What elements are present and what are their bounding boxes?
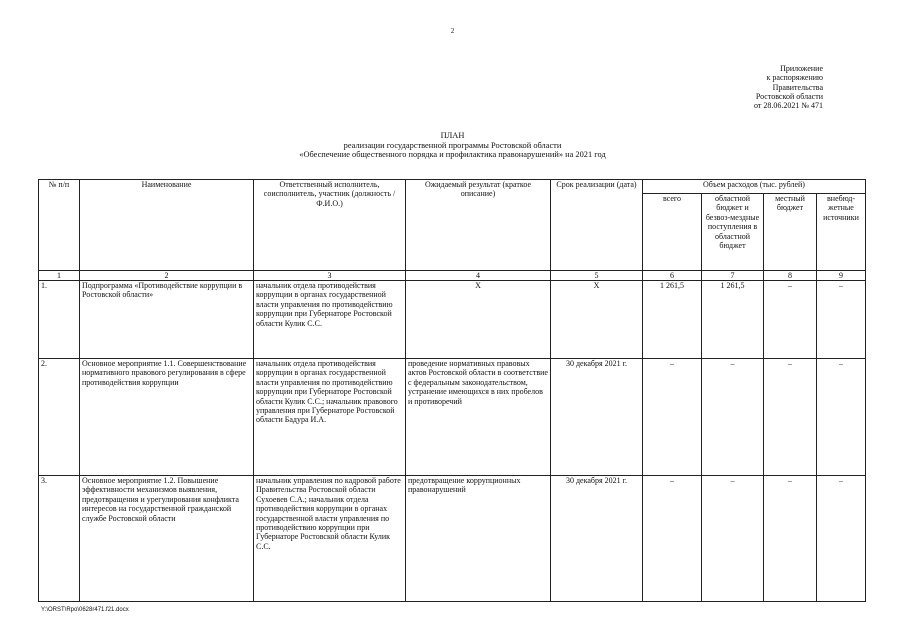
table-row xyxy=(39,359,866,476)
header-term: Срок реализации (дата) xyxy=(551,180,643,271)
header-executor: Ответственный исполнитель, соисполнитель, участник (должность / Ф.И.О.) xyxy=(254,180,406,271)
row-local: – xyxy=(764,359,817,476)
row-regional: – xyxy=(702,359,764,476)
column-number: 8 xyxy=(764,271,817,281)
row-term: 30 декабря 2021 г. xyxy=(551,359,643,476)
appendix-line: Ростовской области xyxy=(755,91,823,101)
document-title xyxy=(0,131,905,160)
column-number: 5 xyxy=(551,271,643,281)
row-name: Основное мероприятие 1.2. Повышение эффективности механизмов выявления, предотвращения и урегулирования конфликта интересов на государственной гражданской службе Ростовской области xyxy=(80,476,254,602)
table-row xyxy=(39,281,866,359)
page-number: 2 xyxy=(450,27,455,35)
row-term: Х xyxy=(551,281,643,359)
column-number: 1 xyxy=(39,271,80,281)
appendix-line: Правительства xyxy=(772,82,823,92)
row-local: – xyxy=(764,281,817,359)
row-regional: 1 261,5 xyxy=(702,281,764,359)
header-row xyxy=(39,180,866,194)
title-line: ПЛАН xyxy=(440,131,465,140)
column-number: 3 xyxy=(254,271,406,281)
row-offbudget: – xyxy=(817,281,866,359)
plan-table xyxy=(38,179,866,602)
row-result: Х xyxy=(406,281,551,359)
column-number: 7 xyxy=(702,271,764,281)
header-offbudget: внебюд-жетные источники xyxy=(817,194,866,271)
header-total: всего xyxy=(643,194,702,271)
row-executor: начальник отдела противодействия коррупции в органах государственной власти управления по противодействию коррупции при Губернаторе Ростовской области Кулик С.С. xyxy=(254,281,406,359)
header-regional: областной бюджет и безвоз-мездные поступления в областной бюджет xyxy=(702,194,764,271)
row-num: 2. xyxy=(39,359,80,476)
row-offbudget: – xyxy=(817,476,866,602)
row-executor: начальник управления по кадровой работе Правительства Ростовской области Сухоевев С.А.; начальник отдела противодействия коррупции в органах государственной власти управления по противодействию коррупции при Губернаторе Ростовской области Кулик С.С. xyxy=(254,476,406,602)
appendix-line: Приложение xyxy=(780,64,823,73)
header-expenses: Объем расходов (тыс. рублей) xyxy=(643,180,866,194)
row-total: – xyxy=(643,476,702,602)
row-term: 30 декабря 2021 г. xyxy=(551,476,643,602)
column-number: 2 xyxy=(80,271,254,281)
header-result: Ожидаемый результат (краткое описание) xyxy=(406,180,551,271)
column-number: 4 xyxy=(406,271,551,281)
header-local: местный бюджет xyxy=(764,194,817,271)
row-regional: – xyxy=(702,476,764,602)
row-executor: начальник отдела противодействия коррупции в органах государственной власти управления по противодействию коррупции при Губернаторе Ростовской области Кулик С.С.; начальник правового управления при Губернаторе Ростовской области Бадура И.А. xyxy=(254,359,406,476)
header-name: Наименование xyxy=(80,180,254,271)
header-num: № п/п xyxy=(39,180,80,271)
row-total: 1 261,5 xyxy=(643,281,702,359)
row-result: проведение нормативных правовых актов Ростовской области в соответствие с федеральным законодательством, устранение имеющихся в них пробелов и противоречий xyxy=(406,359,551,476)
table-row xyxy=(39,476,866,602)
title-line: реализации государственной программы Ростовской области xyxy=(343,140,562,150)
column-number: 9 xyxy=(817,271,866,281)
file-path-footer: Y:\ORST\Rpo\0628r471.f21.docx xyxy=(41,607,129,613)
row-name: Основное мероприятие 1.1. Совершенствование нормативного правового регулирования в сфере противодействия коррупции xyxy=(80,359,254,476)
row-total: – xyxy=(643,359,702,476)
column-number-row xyxy=(39,271,866,281)
row-name: Подпрограмма «Противодействие коррупции в Ростовской области» xyxy=(80,281,254,359)
row-num: 3. xyxy=(39,476,80,602)
appendix-line: от 28.06.2021 № 471 xyxy=(753,101,823,111)
appendix-block xyxy=(673,64,823,110)
row-num: 1. xyxy=(39,281,80,359)
column-number: 6 xyxy=(643,271,702,281)
row-result: предотвращение коррупционных правонарушений xyxy=(406,476,551,602)
appendix-line: к распоряжению xyxy=(766,73,823,83)
title-line: «Обеспечение общественного порядка и профилактика правонарушений» на 2021 год xyxy=(299,150,606,160)
row-local: – xyxy=(764,476,817,602)
row-offbudget: – xyxy=(817,359,866,476)
